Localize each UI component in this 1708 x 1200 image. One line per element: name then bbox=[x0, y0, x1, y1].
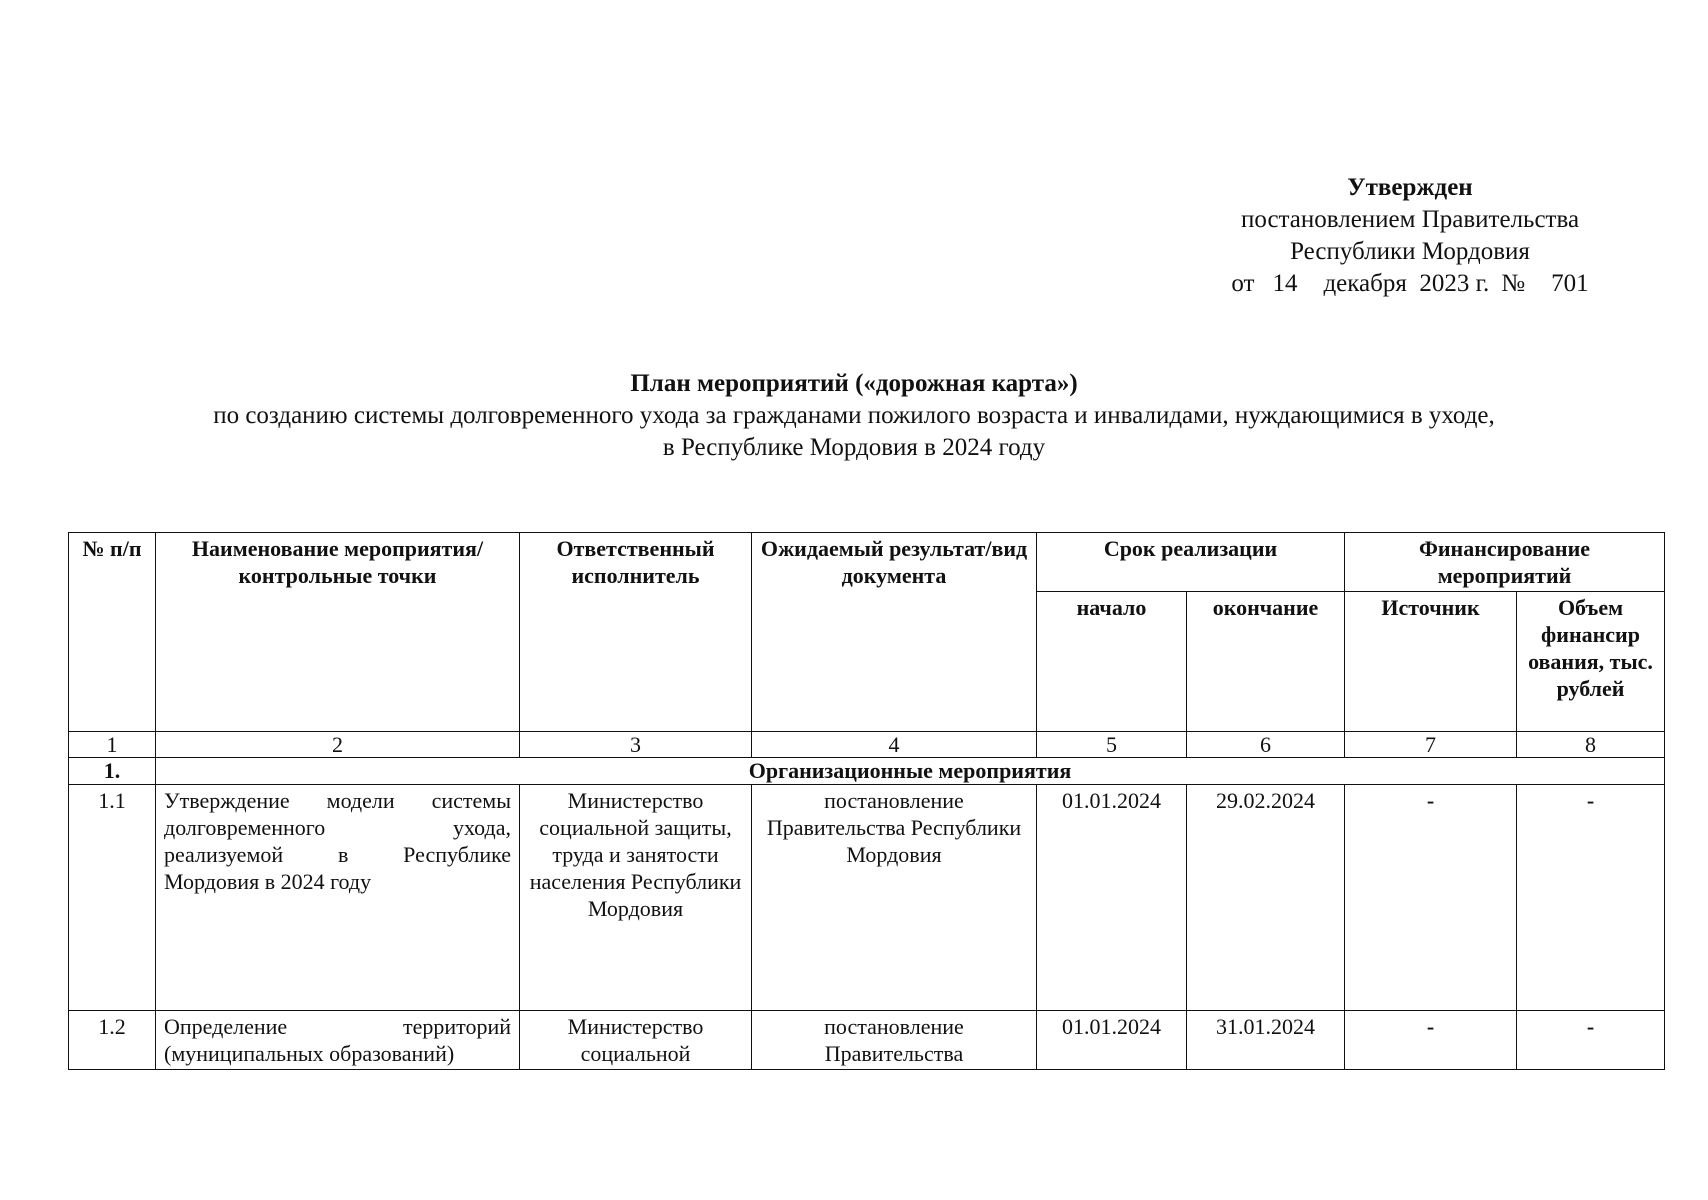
row-executor: Министерство социальной защиты, труда и занятости населения Республики Мордовия bbox=[520, 785, 752, 1011]
row-executor: Министерство социальной bbox=[520, 1011, 752, 1070]
row-result: постановление Правительства bbox=[752, 1011, 1037, 1070]
row-start: 01.01.2024 bbox=[1037, 1011, 1187, 1070]
approval-number-prefix: № bbox=[1501, 270, 1526, 297]
approval-day: 14 bbox=[1272, 270, 1298, 297]
approval-number: 701 bbox=[1551, 270, 1589, 297]
column-number: 4 bbox=[752, 732, 1037, 758]
approval-stamp bbox=[1160, 172, 1660, 300]
approval-date-prefix: от bbox=[1231, 270, 1255, 297]
header-source: Источник bbox=[1345, 592, 1517, 732]
document-subtitle-line-2: в Республике Мордовия в 2024 году bbox=[662, 434, 1046, 461]
section-num: 1. bbox=[69, 758, 156, 785]
header-result: Ожидаемый результат/вид документа bbox=[752, 533, 1037, 732]
header-period: Срок реализации bbox=[1037, 533, 1345, 592]
row-end: 29.02.2024 bbox=[1187, 785, 1345, 1011]
row-volume: - bbox=[1517, 1011, 1665, 1070]
table-row bbox=[69, 1011, 1665, 1070]
header-num: № п/п bbox=[69, 533, 156, 732]
row-num: 1.1 bbox=[69, 785, 156, 1011]
column-number: 1 bbox=[69, 732, 156, 758]
row-start: 01.01.2024 bbox=[1037, 785, 1187, 1011]
column-number: 5 bbox=[1037, 732, 1187, 758]
approval-line-2: Республики Мордовия bbox=[1290, 238, 1530, 265]
header-name: Наименование мероприятия/ контрольные точки bbox=[156, 533, 520, 732]
section-title: Организационные мероприятия bbox=[156, 758, 1665, 785]
column-number: 7 bbox=[1345, 732, 1517, 758]
document-title: План мероприятий («дорожная карта») bbox=[630, 370, 1078, 397]
row-result: постановление Правительства Республики Мордовия bbox=[752, 785, 1037, 1011]
row-num: 1.2 bbox=[69, 1011, 156, 1070]
header-financing: Финансирование мероприятий bbox=[1345, 533, 1665, 592]
header-volume: Объем финансир ования, тыс. рублей bbox=[1517, 592, 1665, 732]
row-volume: - bbox=[1517, 785, 1665, 1011]
column-number: 6 bbox=[1187, 732, 1345, 758]
column-number: 8 bbox=[1517, 732, 1665, 758]
row-source: - bbox=[1345, 1011, 1517, 1070]
header-start: начало bbox=[1037, 592, 1187, 732]
column-number: 3 bbox=[520, 732, 752, 758]
column-number: 2 bbox=[156, 732, 520, 758]
approval-dateline bbox=[1160, 268, 1660, 300]
column-number-row bbox=[69, 732, 1665, 758]
row-source: - bbox=[1345, 785, 1517, 1011]
row-end: 31.01.2024 bbox=[1187, 1011, 1345, 1070]
section-row bbox=[69, 758, 1665, 785]
document-heading bbox=[80, 368, 1628, 464]
approval-title: Утвержден bbox=[1347, 174, 1473, 201]
roadmap-table bbox=[68, 532, 1665, 1070]
header-end: окончание bbox=[1187, 592, 1345, 732]
table-row bbox=[69, 785, 1665, 1011]
row-name: Утверждение модели системы долговременного ухода, реализуемой в Республике Мордовия в 2024 году bbox=[156, 785, 520, 1011]
approval-month-year: декабря 2023 г. bbox=[1323, 270, 1490, 297]
document-subtitle-line-1: по созданию системы долговременного ухода за гражданами пожилого возраста и инвалидами, нуждающимися в уходе, bbox=[213, 402, 1495, 429]
approval-line-1: постановлением Правительства bbox=[1240, 206, 1580, 233]
row-name: Определение территорий (муниципальных образований) bbox=[156, 1011, 520, 1070]
header-executor: Ответственный исполнитель bbox=[520, 533, 752, 732]
